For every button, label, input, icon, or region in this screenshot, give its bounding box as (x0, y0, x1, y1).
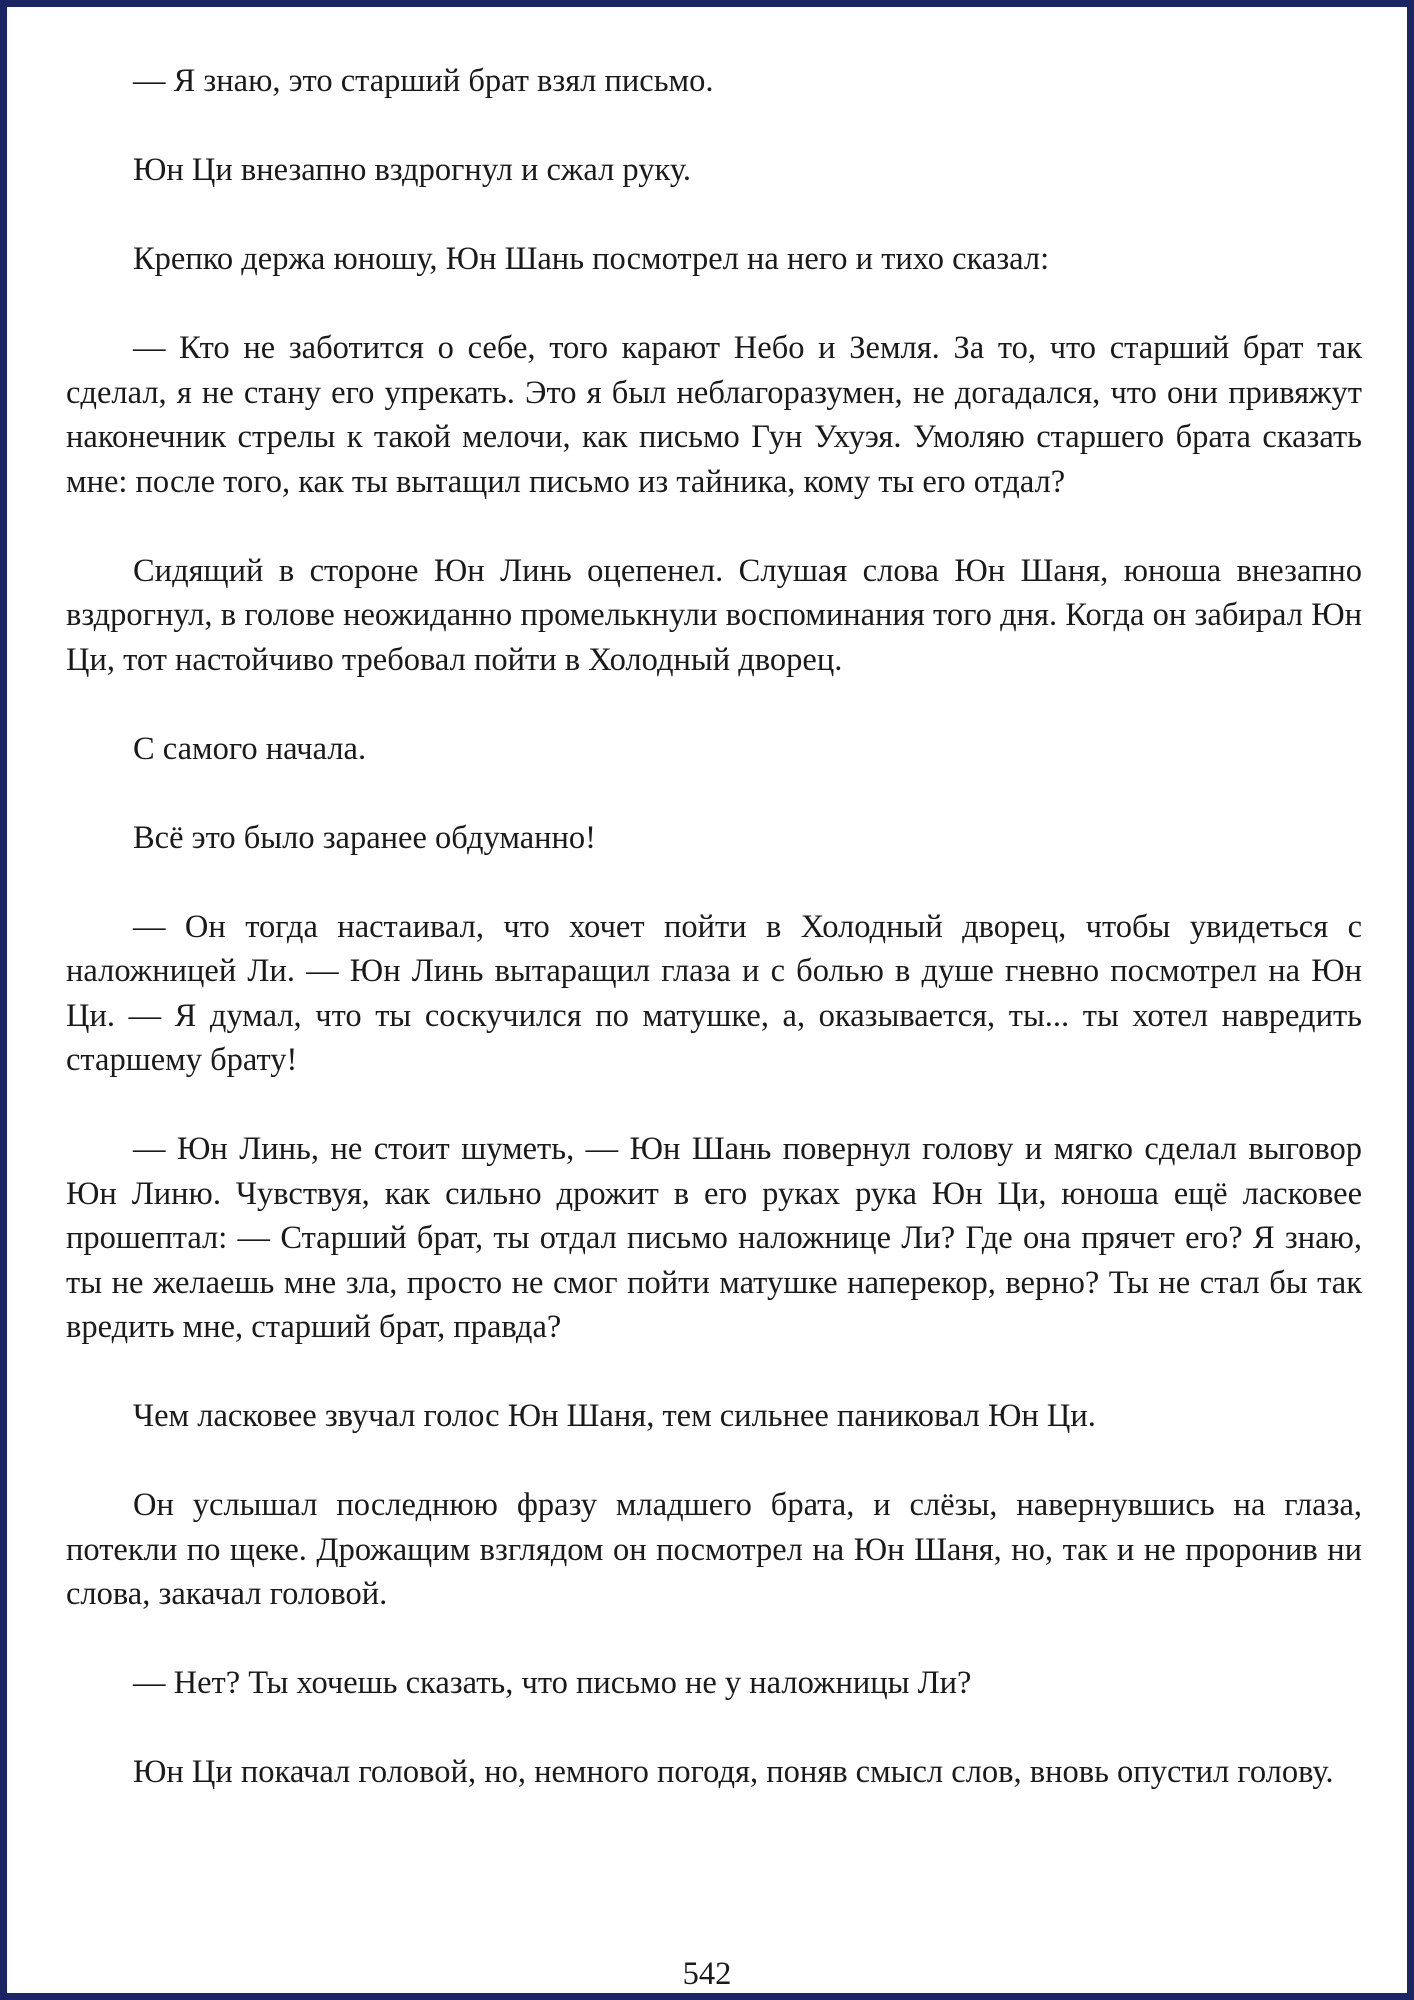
paragraph: Юн Ци внезапно вздрогнул и сжал руку. (133, 152, 691, 188)
paragraph: — Я знаю, это старший брат взял письмо. (133, 63, 714, 99)
page-number: 542 (682, 1956, 732, 1992)
paragraph: Сидящий в стороне Юн Линь оцепенел. Слушая слова Юн Шаня, юноша внезапно вздрогнул, в голове неожиданно промелькнули воспоминания того дня. Когда он забирал Юн Ци, тот настойчиво требовал пойти в Холодный дворец. (66, 552, 1362, 678)
paragraph: — Он тогда настаивал, что хочет пойти в Холодный дворец, чтобы увидеться с наложницей Ли. — Юн Линь вытаращил глаза и с болью в душе гневно посмотрел на Юн Ци. — Я думал, что ты соскучился по матушке, а, оказывается, ты... ты хотел навредить старшему брату! (66, 908, 1362, 1078)
paragraph: — Нет? Ты хочешь сказать, что письмо не у наложницы Ли? (133, 1665, 972, 1701)
paragraph: — Кто не заботится о себе, того карают Небо и Земля. За то, что старший брат так сделал, я не стану его упрекать. Это я был неблагоразумен, не догадался, что они привяжут наконечник стрелы к такой мелочи, как письмо Гун Ухуэя. Умоляю старшего брата сказать мне: после того, как ты вытащил письмо из тайника, кому ты его отдал? (66, 330, 1362, 500)
paragraph: С самого начала. (133, 730, 367, 767)
paragraph: — Юн Линь, не стоит шуметь, — Юн Шань повернул голову и мягко сделал выговор Юн Линю. Чувствуя, как сильно дрожит в его руках рука Юн Ци, юноша ещё ласковее прошептал: — Старший брат, ты отдал письмо наложнице Ли? Где она прячет его? Я знаю, ты не желаешь мне зла, просто не смог пойти матушке наперекор, верно? Ты не стал бы так вредить мне, старший брат, правда? (66, 1131, 1362, 1345)
page-body-text (66, 59, 1362, 1839)
paragraph: Крепко держа юношу, Юн Шань посмотрел на него и тихо сказал: (133, 241, 1050, 277)
paragraph: Всё это было заранее обдуманно! (133, 819, 596, 856)
paragraph: Чем ласковее звучал голос Юн Шаня, тем сильнее паниковал Юн Ци. (133, 1398, 1096, 1434)
paragraph: Он услышал последнюю фразу младшего брата, и слёзы, навернувшись на глаза, потекли по щеке. Дрожащим взглядом он посмотрел на Юн Шаня, но, так и не проронив ни слова, закачал головой. (66, 1487, 1362, 1612)
paragraph: Юн Ци покачал головой, но, немного погодя, поняв смысл слов, вновь опустил голову. (133, 1754, 1334, 1790)
